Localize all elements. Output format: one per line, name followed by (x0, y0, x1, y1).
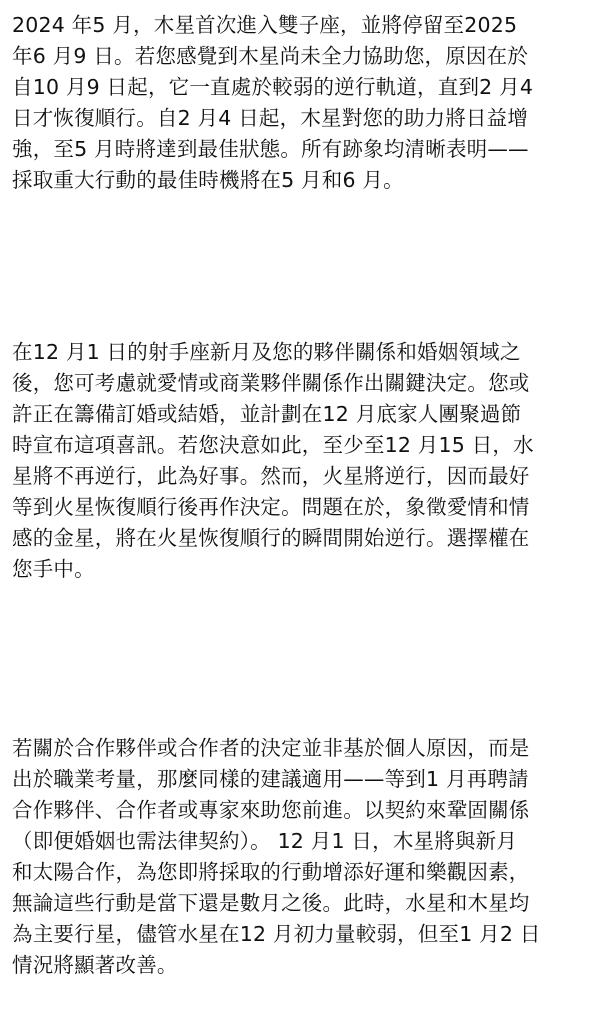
text-line: 年6 月9 日。若您感覺到木星尚未全力協助您，原因在於 (12, 44, 529, 68)
text-line: （即便婚姻也需法律契約）。 12 月1 日，木星將與新月 (12, 829, 518, 853)
text-line: 在12 月1 日的射手座新月及您的夥伴關係和婚姻領域之 (12, 340, 521, 364)
text-line: 和太陽合作，為您即將採取的行動增添好運和樂觀因素， (12, 860, 530, 884)
text-line: 情況將顯著改善。 (12, 953, 178, 977)
text-line: 後，您可考慮就愛情或商業夥伴關係作出關鍵決定。您或 (12, 371, 530, 395)
text-line: 感的金星，將在火星恢復順行的瞬間開始逆行。選擇權在 (12, 526, 530, 550)
text-line: 時宣布這項喜訊。若您決意如此，至少至12 月15 日，水 (12, 433, 534, 457)
text-line: 星將不再逆行，此為好事。然而，火星將逆行，因而最好 (12, 464, 530, 488)
text-line: 若關於合作夥伴或合作者的決定並非基於個人原因，而是 (12, 736, 530, 760)
text-line: 合作夥伴、合作者或專家來助您前進。以契約來鞏固關係 (12, 798, 530, 822)
text-line: 2024 年5 月，木星首次進入雙子座，並將停留至2025 (12, 13, 518, 37)
text-line: 強，至5 月時將達到最佳狀態。所有跡象均清晰表明—— (12, 137, 529, 161)
paragraph-new-moon-partnership (12, 337, 602, 585)
text-line: 等到火星恢復順行後再作決定。問題在於，象徵愛情和情 (12, 495, 530, 519)
text-line: 採取重大行動的最佳時機將在5 月和6 月。 (12, 168, 404, 192)
paragraph-professional-partners (12, 733, 602, 981)
text-line: 自10 月9 日起，它一直處於較弱的逆行軌道，直到2 月4 (12, 75, 534, 99)
paragraph-jupiter-gemini (12, 10, 602, 196)
text-line: 出於職業考量，那麼同樣的建議適用——等到1 月再聘請 (12, 767, 529, 791)
text-line: 無論這些行動是當下還是數月之後。此時，水星和木星均 (12, 891, 530, 915)
text-line: 許正在籌備訂婚或結婚，並計劃在12 月底家人團聚過節 (12, 402, 522, 426)
text-line: 您手中。 (12, 557, 95, 581)
text-line: 為主要行星，儘管水星在12 月初力量較弱，但至1 月2 日 (12, 922, 541, 946)
text-line: 日才恢復順行。自2 月4 日起，木星對您的助力將日益增 (12, 106, 529, 130)
